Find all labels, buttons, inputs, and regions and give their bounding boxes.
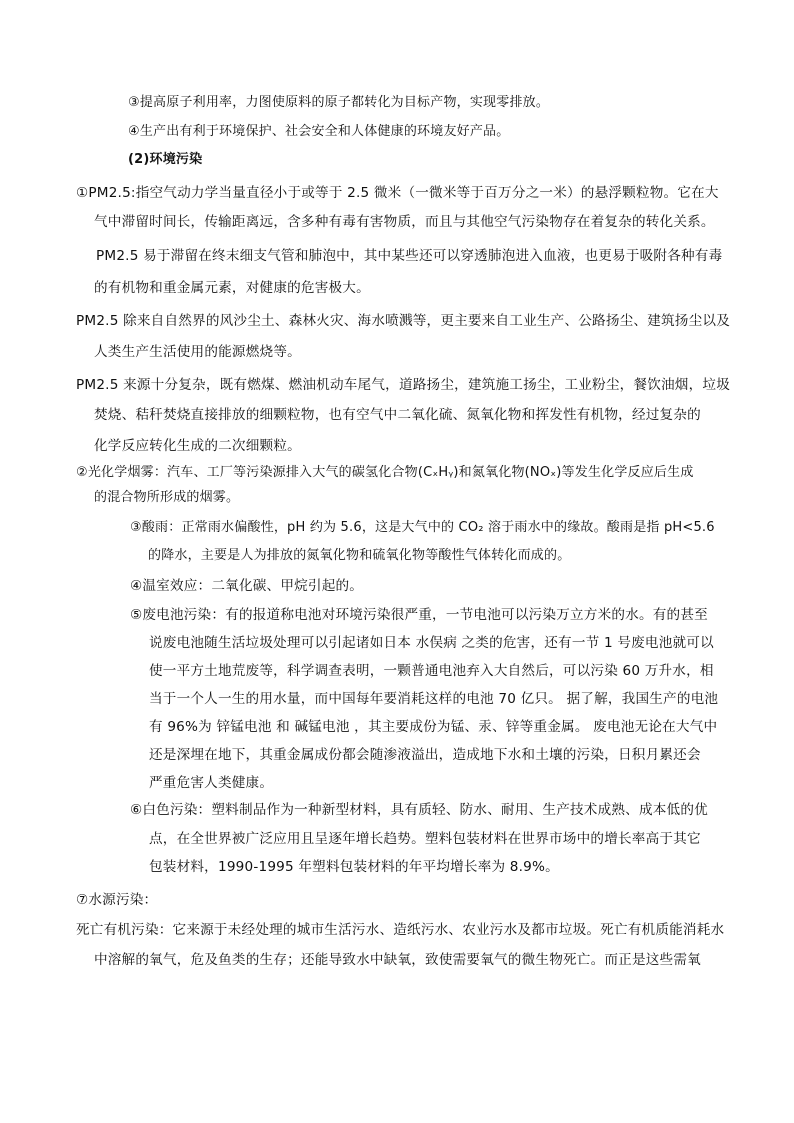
text-line: 当于一个人一生的用水量，而中国每年要消耗这样的电池 70 亿只。 据了解，我国生产的电池: [149, 691, 719, 707]
text-line: 人类生产生活使用的能源燃烧等。: [94, 344, 301, 360]
text-line: ⑤废电池污染：有的报道称电池对环境污染很严重，一节电池可以污染万立方米的水。有的甚至: [130, 607, 708, 623]
text-line: PM2.5 易于滞留在终末细支气管和肺泡中，其中某些还可以穿透肺泡进入血液，也更易于吸附各种有毒: [96, 248, 723, 264]
text-line: 说废电池随生活垃圾处理可以引起诸如日本 水俣病 之类的危害，还有一节 1 号废电池就可以: [149, 635, 714, 651]
text-line: ④生产出有利于环境保护、社会安全和人体健康的环境友好产品。: [128, 124, 510, 139]
text-line: 还是深埋在地下，其重金属成份都会随渗液溢出，造成地下水和土壤的污染，日积月累还会: [149, 747, 701, 763]
text-line: 严重危害人类健康。: [149, 775, 274, 791]
text-line: ⑥白色污染：塑料制品作为一种新型材料，具有质轻、防水、耐用、生产技术成熟、成本低的优: [130, 802, 708, 818]
text-line: 点，在全世界被广泛应用且呈逐年增长趋势。塑料包装材料在世界市场中的增长率高于其它: [149, 831, 701, 847]
text-line: 的降水，主要是人为排放的氮氧化物和硫氧化物等酸性气体转化而成的。: [148, 548, 571, 563]
text-line: ③酸雨：正常雨水偏酸性，pH 约为 5.6，这是大气中的 CO₂ 溶于雨水中的缘故。酸雨是指 pH<5.6: [130, 520, 715, 535]
text-line: 包装材料，1990-1995 年塑料包装材料的年平均增长率为 8.9%。: [149, 859, 559, 875]
text-line: PM2.5 来源十分复杂，既有燃煤、燃油机动车尾气，道路扬尘，建筑施工扬尘，工业粉尘，餐饮油烟，垃圾: [76, 377, 730, 393]
text-line: 焚烧、秸秆焚烧直接排放的细颗粒物，也有空气中二氧化硫、氮氧化物和挥发性有机物，经过复杂的: [94, 407, 701, 423]
text-line: ⑦水源污染：: [76, 892, 158, 908]
text-line: 死亡有机污染：它来源于未经处理的城市生活污水、造纸污水、农业污水及都市垃圾。死亡有机质能消耗水: [76, 922, 725, 938]
text-line: ②光化学烟雾：汽车、工厂等污染源排入大气的碳氢化合物(CₓHᵧ)和氮氧化物(NOₓ)等发生化学反应后生成: [76, 465, 694, 480]
text-line: ③提高原子利用率，力图使原料的原子都转化为目标产物，实现零排放。: [128, 95, 550, 110]
text-line: ①PM2.5:指空气动力学当量直径小于或等于 2.5 微米（一微米等于百万分之一米）的悬浮颗粒物。它在大: [76, 185, 719, 201]
text-line: 气中滞留时间长，传输距离远，含多种有毒有害物质，而且与其他空气污染物存在着复杂的转化关系。: [94, 214, 715, 230]
text-line: 化学反应转化生成的二次细颗粒。: [94, 438, 301, 454]
text-line: 的混合物所形成的烟雾。: [94, 490, 240, 505]
text-line: 的有机物和重金属元素，对健康的危害极大。: [94, 280, 370, 296]
text-line: PM2.5 除来自自然界的风沙尘土、森林火灾、海水喷溅等，更主要来自工业生产、公路扬尘、建筑扬尘以及: [76, 313, 730, 329]
text-line: 使一平方土地荒废等，科学调查表明，一颗普通电池弃入大自然后，可以污染 60 万升水，相: [149, 663, 714, 679]
section-heading: (2)环境污染: [128, 152, 203, 167]
text-line: ④温室效应：二氧化碳、甲烷引起的。: [130, 578, 364, 594]
text-line: 有 96%为 锌锰电池 和 碱锰电池 ，其主要成份为锰、汞、锌等重金属。 废电池无论在大气中: [149, 719, 718, 735]
text-line: 中溶解的氧气，危及鱼类的生存；还能导致水中缺氧，致使需要氧气的微生物死亡。而正是这些需氧: [94, 952, 701, 968]
